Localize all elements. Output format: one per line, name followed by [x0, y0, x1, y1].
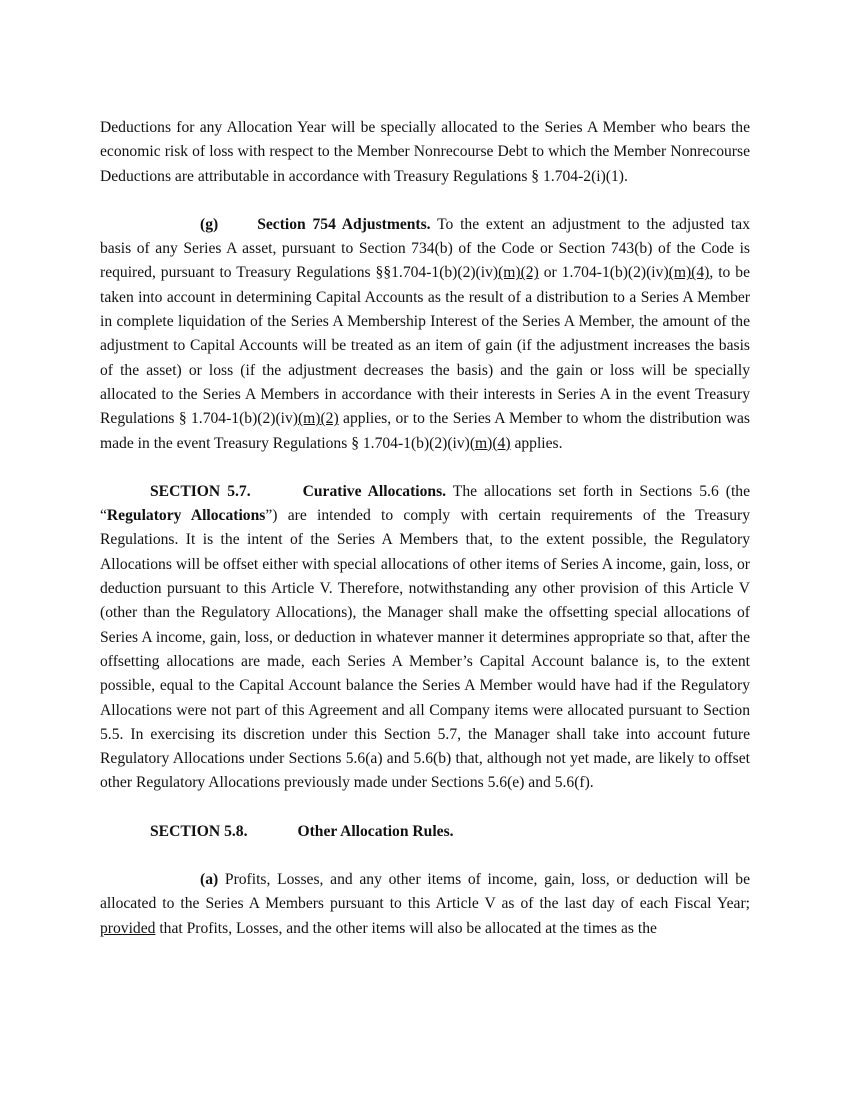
- paragraph-text: The allocations set forth in Sections 5.6 (the “: [100, 482, 751, 525]
- paragraph-text: applies.: [510, 434, 563, 452]
- subsection-label: (a): [200, 871, 219, 889]
- paragraph-other-allocation-rules-a: [100, 868, 750, 941]
- underlined-text: (m): [498, 264, 521, 282]
- section-heading: Other Allocation Rules.: [297, 822, 454, 840]
- paragraph-text: or 1.704-1(b)(2)(iv): [538, 264, 669, 282]
- paragraph-member-nonrecourse-deductions: [100, 116, 750, 189]
- underlined-text: (m): [668, 264, 692, 282]
- section-heading: Curative Allocations.: [302, 482, 447, 500]
- underlined-text: (4): [691, 264, 710, 282]
- paragraph-text: Profits, Losses, and any other items of income, gain, loss, or deduction will be allocated to the Series A Members pursuant to this Article V as of the last day of each Fiscal Year;: [100, 871, 750, 913]
- underlined-text: (4): [492, 434, 511, 452]
- underlined-text: (m): [297, 410, 321, 428]
- underlined-text: (2): [520, 264, 539, 282]
- paragraph-text: applies, or to the Series A Member to whom the distribution was made in the event Treasury Regulations § 1.704-1(b)(2)(iv): [100, 410, 750, 452]
- paragraph-section-754-adjustments: [100, 213, 750, 456]
- paragraph-text: , to be taken into account in determining Capital Accounts as the result of a distribution to a Series A Member in complete liquidation of the Series A Membership Interest of the Series A Member, the amount of the adjustment to Capital Accounts will be treated as an item of gain (if the adjustment increases the basis of the asset) or loss (if the adjustment decreases the basis) and the gain or loss will be specially allocated to the Series A Members in accordance with their interests in Series A in the event Treasury Regulations § 1.704-1(b)(2)(iv): [100, 264, 750, 428]
- defined-term: Regulatory Allocations: [106, 507, 266, 525]
- document-page: [100, 116, 750, 965]
- section-5-8-heading: [100, 820, 750, 844]
- paragraph-text: To the extent an adjustment to the adjusted tax basis of any Series A asset, pursuant to Section 734(b) of the Code or Section 743(b) of the Code is required, pursuant to Treasury Regulations §§1.704-1(b)(2)(iv): [100, 215, 750, 282]
- section-number: SECTION 5.8.: [150, 822, 248, 840]
- subsection-heading: Section 754 Adjustments.: [257, 215, 431, 233]
- underlined-text: (2): [320, 410, 339, 428]
- underlined-text: (m): [469, 434, 493, 452]
- paragraph-text: that Profits, Losses, and the other items will also be allocated at the times as the: [155, 919, 657, 937]
- subsection-label: (g): [200, 215, 219, 233]
- underlined-term: provided: [100, 919, 156, 937]
- section-5-7-curative-allocations: [100, 480, 750, 796]
- paragraph-text: ”) are intended to comply with certain requirements of the Treasury Regulations. It is the intent of the Series A Members that, to the extent possible, the Regulatory Allocations will be offset either with special allocations of other items of Series A income, gain, loss, or deduction pursuant to this Article V. Therefore, notwithstanding any other provision of this Article V (other than the Regulatory Allocations), the Manager shall make the offsetting special allocations of Series A income, gain, loss, or deduction in whatever manner it determines appropriate so that, after the offsetting allocations are made, each Series A Member’s Capital Account balance is, to the extent possible, equal to the Capital Account balance the Series A Member would have had if the Regulatory Allocations were not part of this Agreement and all Company items were allocated pursuant to Section 5.5. In exercising its discretion under this Section 5.7, the Manager shall take into account future Regulatory Allocations under Sections 5.6(a) and 5.6(b) that, although not yet made, are likely to offset other Regulatory Allocations previously made under Sections 5.6(e) and 5.6(f).: [100, 507, 751, 792]
- paragraph-text: Deductions for any Allocation Year will be specially allocated to the Series A Member who bears the economic risk of loss with respect to the Member Nonrecourse Debt to which the Member Nonrecourse Deductions are attributable in accordance with Treasury Regulations § 1.704-2(i)(1).: [100, 119, 750, 185]
- section-number: SECTION 5.7.: [150, 482, 251, 500]
